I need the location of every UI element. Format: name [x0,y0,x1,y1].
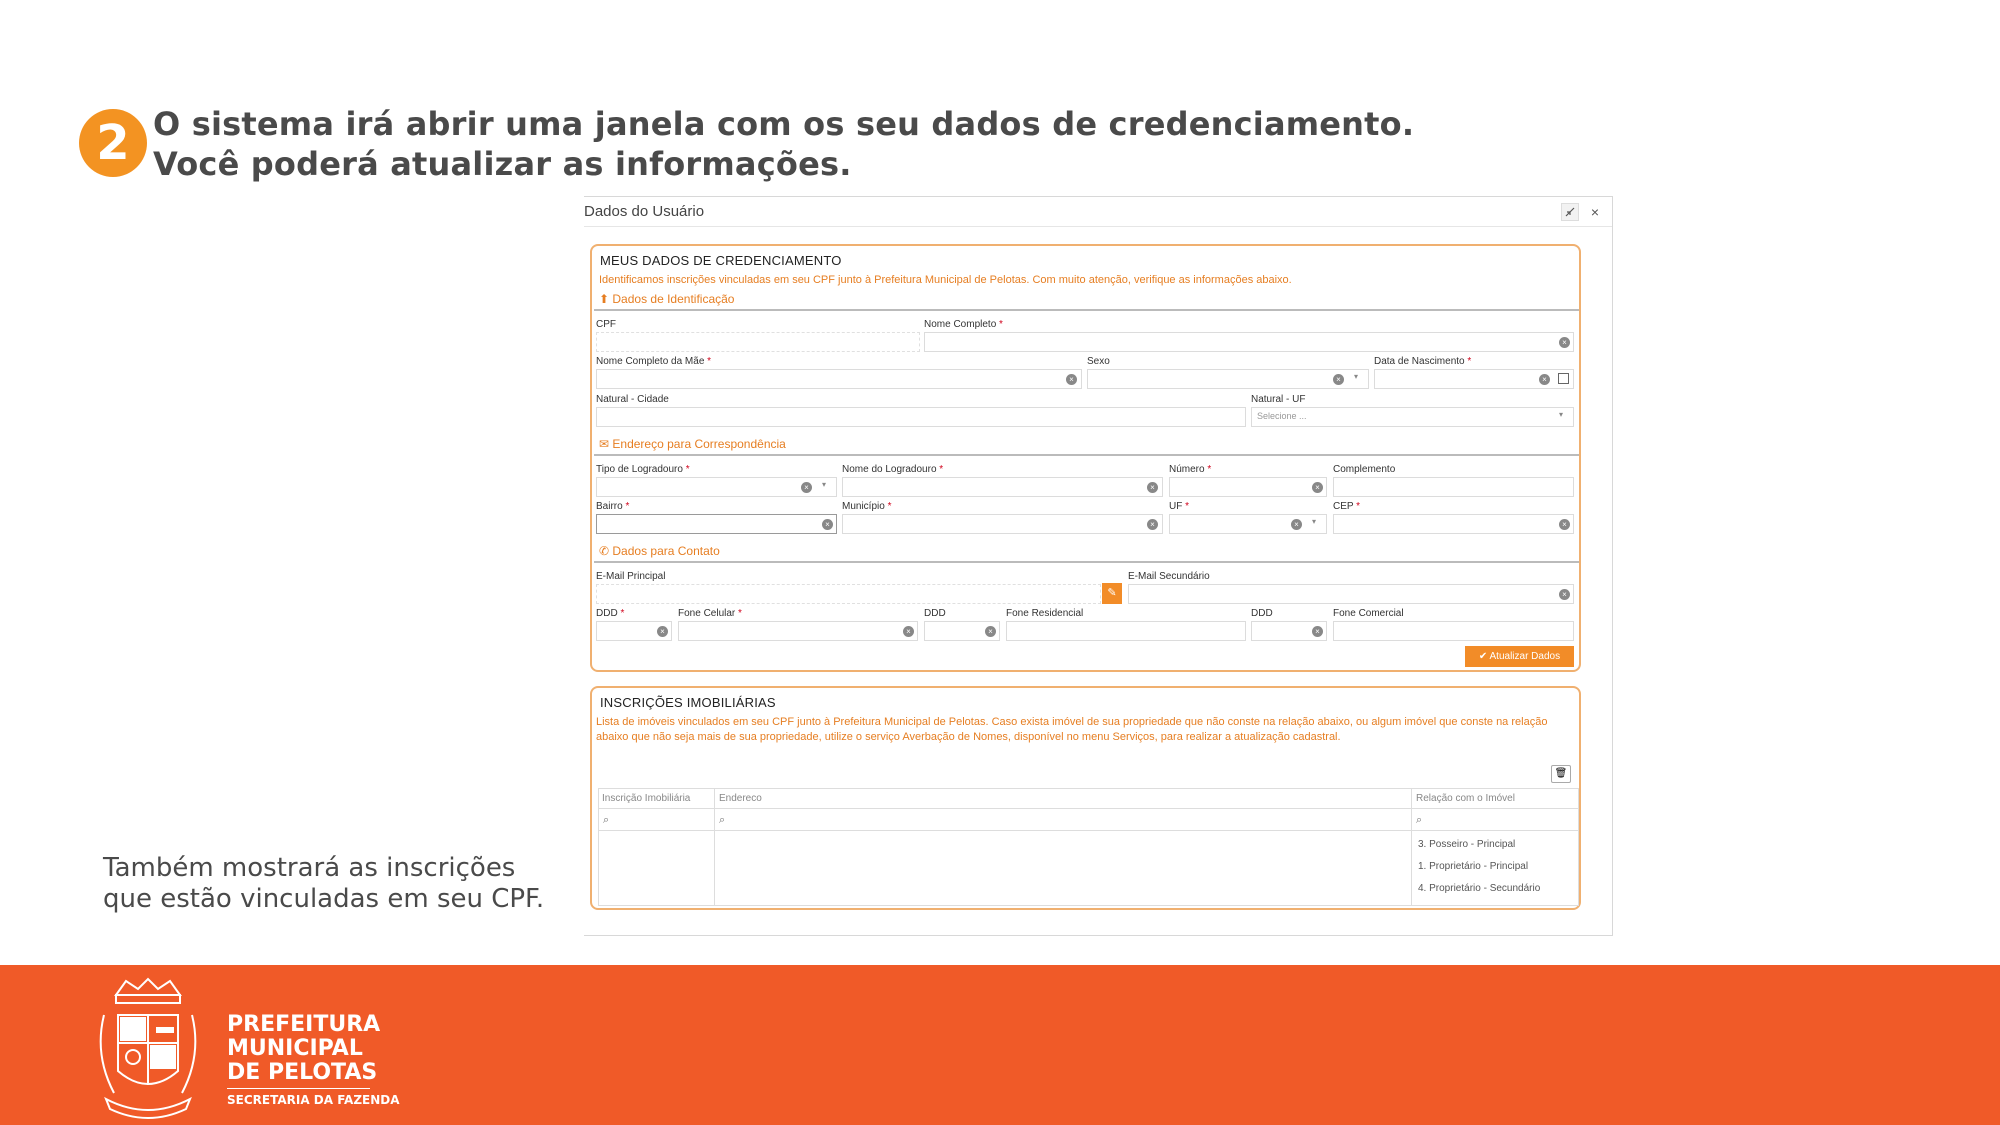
required-mark: * [1207,464,1212,475]
label-data-nascimento-text: Data de Nascimento [1374,356,1465,367]
clear-icon[interactable]: × [1291,519,1302,530]
grid-column [715,789,1412,905]
label-nome-mae-text: Nome Completo da Mãe [596,356,705,367]
envelope-icon: ✉ [599,437,613,451]
complemento-field[interactable] [1333,477,1574,497]
clear-icon[interactable]: × [1066,374,1077,385]
clear-icon[interactable]: × [801,482,812,493]
dialog-title: Dados do Usuário [584,203,705,220]
user-icon: ⬆ [599,292,613,306]
brand-line-3: DE PELOTAS [227,1060,378,1085]
column-header-relacao[interactable]: Relação com o Imóvel [1416,793,1515,804]
cep-field[interactable] [1333,514,1574,534]
section-identificacao-label: Dados de Identificação [612,292,735,306]
brand-divider [227,1088,370,1089]
label-natural-cidade: Natural - Cidade [596,394,669,405]
inscricoes-note: Lista de imóveis vinculados em seu CPF junto à Prefeitura Municipal de Pelotas. Caso exista imóvel de sua propriedade que não conste na relação abaixo, ou algum imóvel que conste na relação abaixo que não seja mais de sua propriedade, utilize o serviço Averbação de Nomes, disponível no menu Serviços, para realizar a atualização cadastral. [596,716,1548,743]
edit-email-button[interactable] [1102,583,1122,604]
required-mark: * [685,464,690,475]
label-uf-text: UF [1169,501,1183,512]
search-icon[interactable]: ⌕ [1416,814,1423,826]
divider [594,561,1579,563]
brand-name [227,1013,380,1085]
required-mark: * [1467,356,1472,367]
cpf-field[interactable] [596,332,920,352]
clear-icon[interactable]: × [1539,374,1550,385]
fone-residencial-field[interactable] [1006,621,1246,641]
phone-icon: ✆ [599,544,613,558]
inscricoes-title: INSCRIÇÕES IMOBILIÁRIAS [600,695,776,710]
required-mark: * [738,608,742,619]
label-nome-completo [924,319,1003,330]
clear-icon[interactable]: × [1312,626,1323,637]
label-ddd [596,608,624,619]
step-number-badge: 2 [79,109,147,177]
brand-line-2: MUNICIPAL [227,1036,363,1061]
clear-icon[interactable]: × [1559,589,1570,600]
credenciamento-panel [590,244,1581,672]
section-contato [599,544,720,558]
required-mark: * [1356,501,1361,512]
label-nome-logradouro-text: Nome do Logradouro [842,464,937,475]
nome-mae-field[interactable] [596,369,1082,389]
label-fone-comercial: Fone Comercial [1333,608,1404,619]
natural-cidade-field[interactable] [596,407,1246,427]
clear-icon[interactable]: × [1333,374,1344,385]
pencil-icon: ✎ [1107,587,1117,599]
required-mark: * [1185,501,1190,512]
label-nome-mae [596,356,711,367]
label-fone-residencial: Fone Residencial [1006,608,1084,619]
label-tipo-logradouro-text: Tipo de Logradouro [596,464,683,475]
clear-icon[interactable]: × [1312,482,1323,493]
relation-cell: 1. Proprietário - Principal [1418,861,1529,872]
chevron-down-icon: ▾ [1559,410,1564,419]
clear-icon[interactable]: × [1147,519,1158,530]
email-secundario-field[interactable] [1128,584,1574,604]
chevron-down-icon: ▾ [822,480,827,489]
natural-uf-select[interactable] [1251,407,1574,427]
column-header-inscricao[interactable]: Inscrição Imobiliária [602,793,691,804]
label-uf [1169,501,1189,512]
chevron-down-icon: ▾ [1354,372,1359,381]
clear-icon[interactable]: × [1147,482,1158,493]
label-numero-text: Número [1169,464,1205,475]
divider [594,309,1579,311]
side-note [103,853,544,915]
clear-icon[interactable]: × [903,626,914,637]
side-note-line-2: que estão vinculadas em seu CPF. [103,884,545,914]
clear-icon[interactable]: × [822,519,833,530]
fone-celular-field[interactable] [678,621,918,641]
clear-icon[interactable]: × [1559,519,1570,530]
inscricoes-panel [590,686,1581,910]
label-cep-text: CEP [1333,501,1354,512]
brand-subtitle: SECRETARIA DA FAZENDA [227,1093,400,1107]
brand-line-1: PREFEITURA [227,1012,381,1037]
close-icon[interactable]: × [1590,204,1600,220]
label-nome-completo-text: Nome Completo [924,319,997,330]
relation-cell: 4. Proprietário - Secundário [1418,883,1541,894]
headline [153,104,1414,184]
clear-icon[interactable]: × [985,626,996,637]
required-mark: * [625,501,630,512]
uf-select[interactable] [1169,514,1327,534]
chevron-down-icon: ▾ [1312,517,1317,526]
label-municipio [842,501,892,512]
label-data-nascimento [1374,356,1471,367]
section-endereco-label: Endereço para Correspondência [612,437,786,451]
label-ddd-comercial: DDD [1251,608,1273,619]
footer-bar [0,965,2000,1125]
section-endereco [599,437,786,451]
label-nome-logradouro [842,464,943,475]
nome-logradouro-field[interactable] [842,477,1163,497]
label-ddd-text: DDD [596,608,618,619]
ddd-residencial-field[interactable] [924,621,1000,641]
collapse-icon[interactable] [1561,203,1579,221]
label-ddd-residencial: DDD [924,608,946,619]
label-natural-uf: Natural - UF [1251,394,1306,405]
clear-icon[interactable]: × [657,626,668,637]
relation-cell: 3. Posseiro - Principal [1418,839,1516,850]
search-icon[interactable]: ⌕ [719,814,726,826]
numero-field[interactable] [1169,477,1327,497]
calendar-icon[interactable] [1558,373,1569,384]
tipo-logradouro-select[interactable] [596,477,837,497]
required-mark: * [939,464,944,475]
label-fone-celular-text: Fone Celular [678,608,736,619]
label-numero [1169,464,1211,475]
trash-icon[interactable]: 🗑 [1551,765,1571,783]
label-cep [1333,501,1360,512]
clear-icon[interactable]: × [1559,337,1570,348]
headline-line-1: O sistema irá abrir uma janela com os seu dados de credenciamento. [153,105,1415,143]
section-contato-label: Dados para Contato [612,544,720,558]
fone-comercial-field[interactable] [1333,621,1574,641]
required-mark: * [707,356,712,367]
ddd-celular-field[interactable] [596,621,672,641]
label-sexo: Sexo [1087,356,1110,367]
email-principal-field[interactable] [596,584,1101,604]
search-icon[interactable]: ⌕ [603,814,610,826]
credenciamento-title: MEUS DADOS DE CREDENCIAMENTO [600,253,842,268]
dialog-titlebar [584,197,1612,227]
required-mark: * [620,608,625,619]
ddd-comercial-field[interactable] [1251,621,1327,641]
grid-column [599,789,715,905]
municipio-field[interactable] [842,514,1163,534]
check-icon: ✔ [1478,651,1490,662]
select-placeholder: Selecione ... [1257,411,1307,421]
inscricoes-grid [598,788,1579,906]
label-tipo-logradouro [596,464,690,475]
coat-of-arms-logo [86,975,210,1121]
label-email-secundario: E-Mail Secundário [1128,571,1210,582]
label-complemento: Complemento [1333,464,1396,475]
credenciamento-note: Identificamos inscrições vinculadas em seu CPF junto à Prefeitura Municipal de Pelotas. Com muito atenção, verifique as informações abaixo. [599,274,1292,286]
label-bairro [596,501,629,512]
label-municipio-text: Município [842,501,885,512]
section-identificacao [599,292,734,306]
headline-line-2: Você poderá atualizar as informações. [153,145,852,183]
label-cpf: CPF [596,319,616,330]
required-mark: * [887,501,892,512]
user-data-dialog [584,196,1613,936]
data-nascimento-field[interactable] [1374,369,1574,389]
divider [594,454,1579,456]
label-fone-celular [678,608,742,619]
nome-completo-field[interactable] [924,332,1574,352]
label-bairro-text: Bairro [596,501,623,512]
update-button-label: Atualizar Dados [1489,651,1561,662]
required-mark: * [999,319,1003,330]
side-note-line-1: Também mostrará as inscrições [103,853,516,883]
update-data-button[interactable] [1465,646,1574,667]
label-email-principal: E-Mail Principal [596,571,666,582]
sexo-select[interactable] [1087,369,1369,389]
bairro-field[interactable] [596,514,837,534]
column-header-endereco[interactable]: Endereco [719,793,762,804]
